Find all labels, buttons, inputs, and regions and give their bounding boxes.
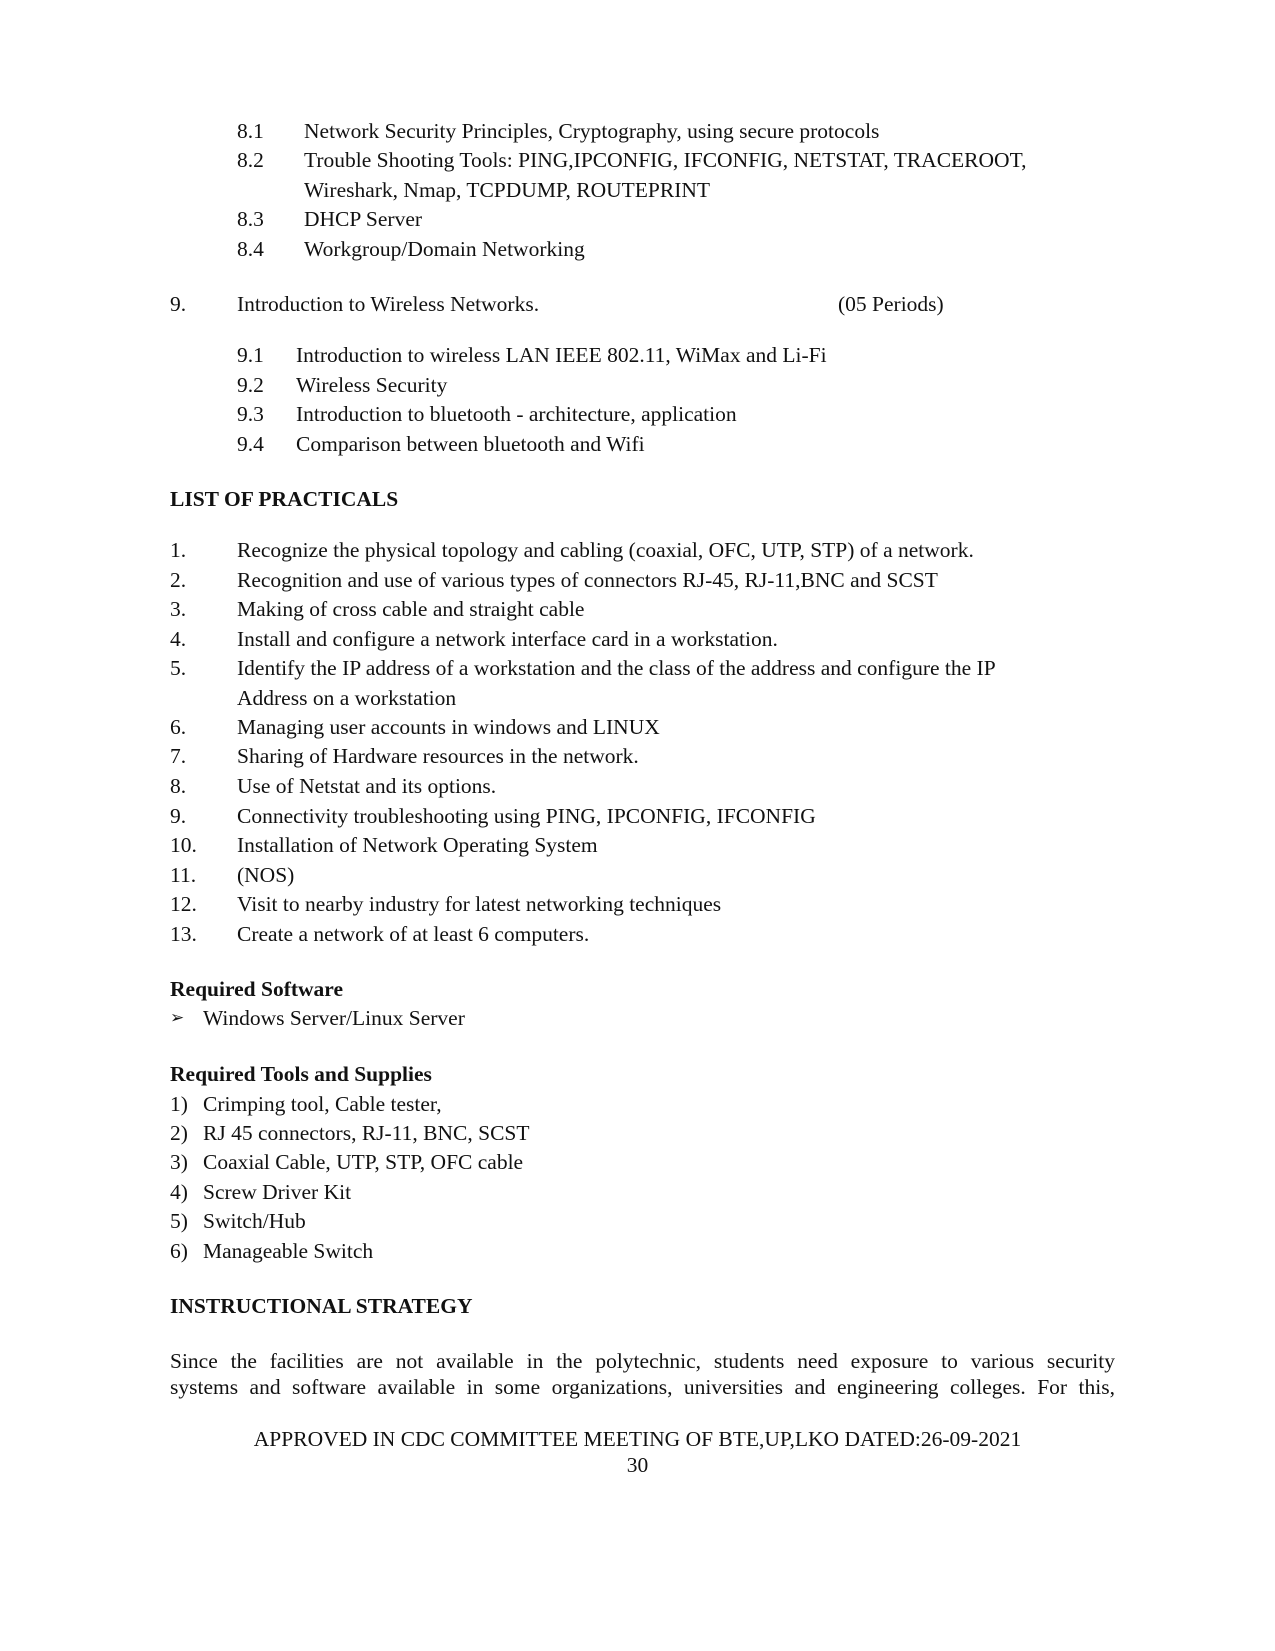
practical-number: 4.: [170, 627, 187, 651]
tool-text: Screw Driver Kit: [203, 1180, 352, 1204]
practical-text: Visit to nearby industry for latest networking techniques: [237, 892, 722, 916]
tool-number: 4): [170, 1180, 188, 1204]
practical-text: Install and configure a network interface card in a workstation.: [237, 627, 778, 651]
practical-text-continued: Address on a workstation: [237, 686, 457, 710]
item-number: 8.1: [237, 119, 264, 143]
strategy-paragraph-line: systems and software available in some organizations, universities and engineering colleges. For this,: [170, 1375, 1115, 1399]
practical-number: 9.: [170, 804, 187, 828]
section-number: 9.: [170, 292, 187, 316]
practical-text: Recognize the physical topology and cabling (coaxial, OFC, UTP, STP) of a network.: [237, 538, 974, 562]
practical-text: Create a network of at least 6 computers.: [237, 922, 590, 946]
practical-number: 5.: [170, 656, 187, 680]
strategy-heading: INSTRUCTIONAL STRATEGY: [170, 1294, 473, 1318]
practical-text: Recognition and use of various types of connectors RJ-45, RJ-11,BNC and SCST: [237, 568, 938, 592]
tool-text: Coaxial Cable, UTP, STP, OFC cable: [203, 1150, 524, 1174]
tool-number: 2): [170, 1121, 188, 1145]
practical-number: 12.: [170, 892, 197, 916]
practical-number: 8.: [170, 774, 187, 798]
practical-number: 7.: [170, 744, 187, 768]
practical-number: 1.: [170, 538, 187, 562]
item-number: 9.4: [237, 432, 264, 456]
approval-footer: APPROVED IN CDC COMMITTEE MEETING OF BTE,UP,LKO DATED:26-09-2021: [253, 1427, 1022, 1451]
item-number: 9.1: [237, 343, 264, 367]
practical-text: Making of cross cable and straight cable: [237, 597, 585, 621]
practical-number: 3.: [170, 597, 187, 621]
tool-text: Crimping tool, Cable tester,: [203, 1092, 442, 1116]
practical-text: Sharing of Hardware resources in the network.: [237, 744, 639, 768]
practical-number: 6.: [170, 715, 187, 739]
practical-text: Identify the IP address of a workstation and the class of the address and configure the IP: [237, 656, 996, 680]
practical-number: 2.: [170, 568, 187, 592]
item-number: 8.2: [237, 148, 264, 172]
practical-number: 11.: [170, 863, 197, 887]
page-number: 30: [626, 1453, 649, 1477]
item-number: 8.3: [237, 207, 264, 231]
item-text: DHCP Server: [304, 207, 423, 231]
section-periods: (05 Periods): [838, 292, 944, 316]
item-text: Workgroup/Domain Networking: [304, 237, 585, 261]
item-text: Introduction to wireless LAN IEEE 802.11, WiMax and Li-Fi: [296, 343, 827, 367]
tool-number: 3): [170, 1150, 188, 1174]
tool-text: RJ 45 connectors, RJ-11, BNC, SCST: [203, 1121, 530, 1145]
practical-number: 10.: [170, 833, 197, 857]
item-text: Comparison between bluetooth and Wifi: [296, 432, 645, 456]
tools-heading: Required Tools and Supplies: [170, 1062, 432, 1086]
software-heading: Required Software: [170, 977, 343, 1001]
tool-text: Manageable Switch: [203, 1239, 374, 1263]
item-number: 8.4: [237, 237, 264, 261]
item-number: 9.2: [237, 373, 264, 397]
arrow-bullet-icon: ➢: [170, 1008, 185, 1028]
practical-text: Installation of Network Operating System: [237, 833, 598, 857]
practical-text: Connectivity troubleshooting using PING, IPCONFIG, IFCONFIG: [237, 804, 816, 828]
practical-text: (NOS): [237, 863, 295, 887]
item-number: 9.3: [237, 402, 264, 426]
item-text: Trouble Shooting Tools: PING,IPCONFIG, IFCONFIG, NETSTAT, TRACEROOT,: [304, 148, 1027, 172]
section-title: Introduction to Wireless Networks.: [237, 292, 540, 316]
tool-number: 6): [170, 1239, 188, 1263]
item-text: Wireless Security: [296, 373, 448, 397]
tool-number: 5): [170, 1209, 188, 1233]
item-text: Network Security Principles, Cryptography, using secure protocols: [304, 119, 880, 143]
software-item: Windows Server/Linux Server: [203, 1006, 465, 1030]
practical-text: Use of Netstat and its options.: [237, 774, 497, 798]
practical-number: 13.: [170, 922, 197, 946]
item-text-continued: Wireshark, Nmap, TCPDUMP, ROUTEPRINT: [304, 178, 711, 202]
practicals-heading: LIST OF PRACTICALS: [170, 487, 399, 511]
item-text: Introduction to bluetooth - architecture, application: [296, 402, 737, 426]
tool-text: Switch/Hub: [203, 1209, 306, 1233]
tool-number: 1): [170, 1092, 188, 1116]
strategy-paragraph-line: Since the facilities are not available in the polytechnic, students need exposure to various security: [170, 1349, 1115, 1373]
practical-text: Managing user accounts in windows and LINUX: [237, 715, 660, 739]
